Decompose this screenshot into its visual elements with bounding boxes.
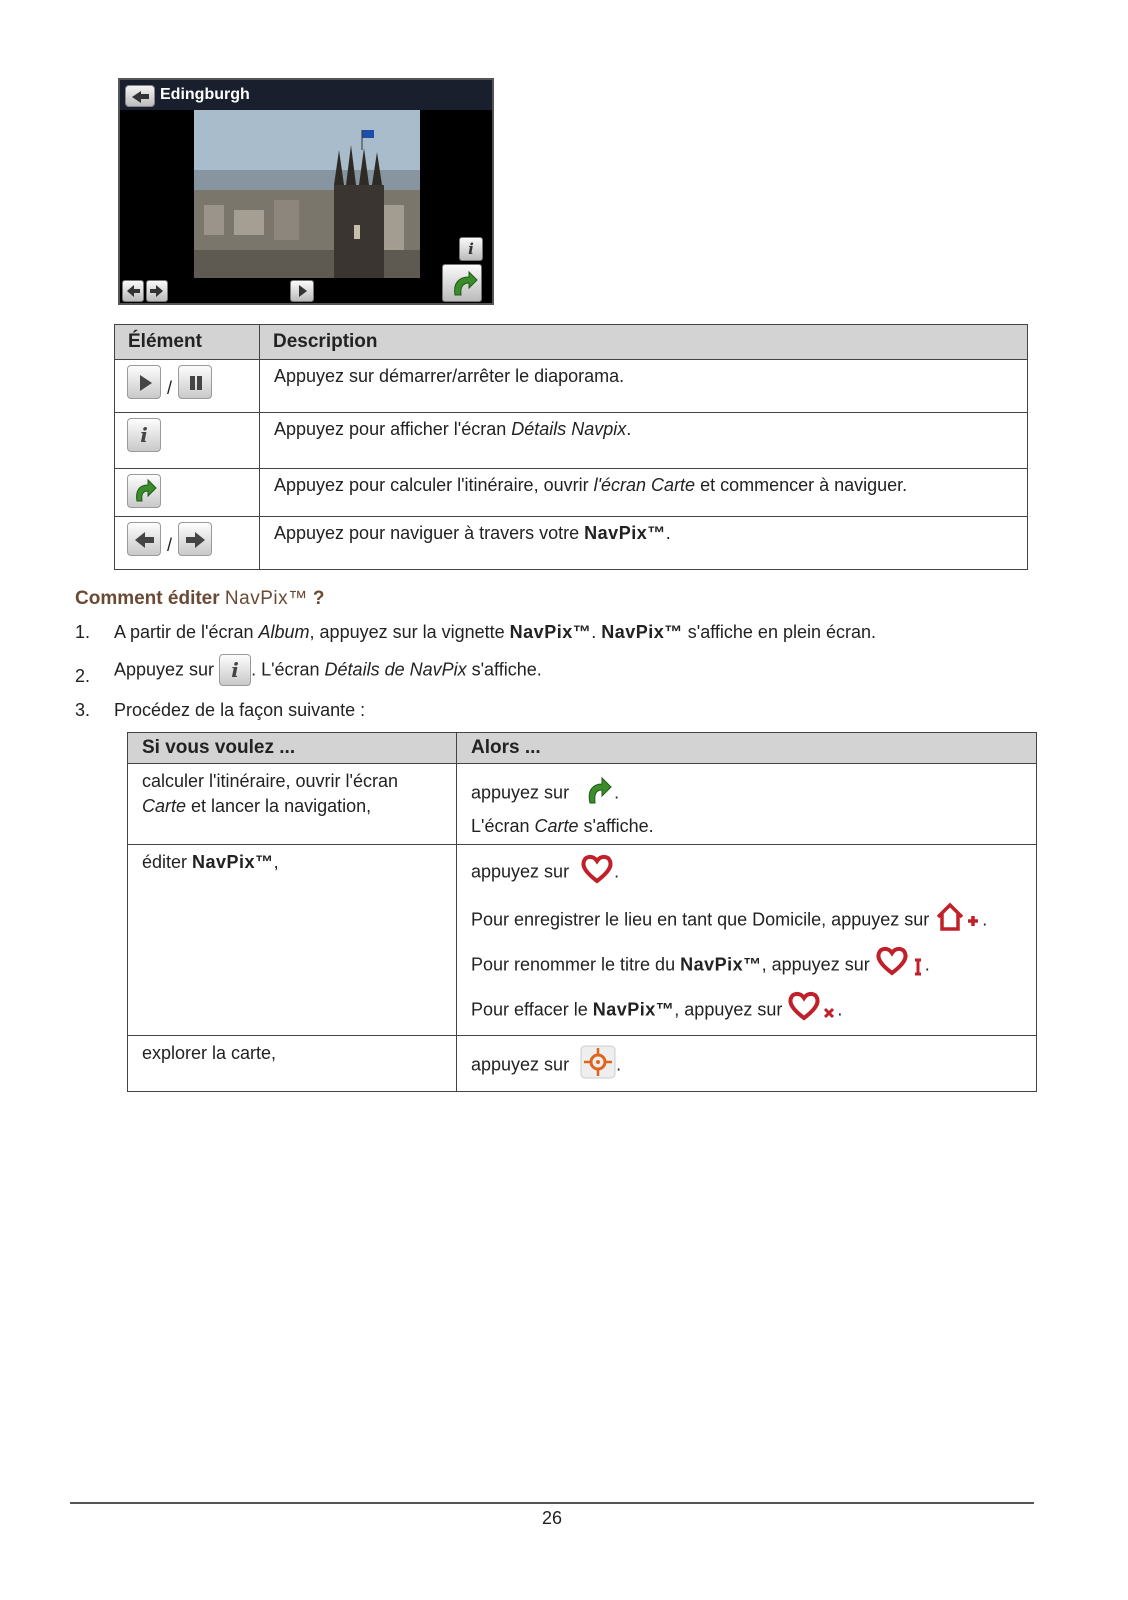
element-description-table (114, 324, 1028, 570)
table-header-row (128, 733, 1037, 764)
device-header (120, 80, 492, 110)
heart-rename-icon (875, 946, 925, 985)
info-icon: i (127, 418, 161, 452)
device-next-button[interactable] (146, 280, 168, 302)
separator: / (167, 378, 173, 398)
footer-divider (70, 1502, 1034, 1504)
navpix-photo (194, 110, 420, 278)
device-go-button[interactable] (442, 264, 482, 302)
heart-delete-icon (787, 991, 837, 1030)
page-number: 26 (541, 1508, 563, 1528)
arrow-right-icon (178, 522, 212, 556)
row-description: Appuyez sur démarrer/arrêter le diaporama. (260, 360, 1028, 413)
info-icon: i (219, 654, 251, 686)
pause-icon (178, 365, 212, 399)
table-row: éditer NavPix™, appuyez sur . Pour enregistrer le lieu en tant que Domicile, appuyez sur . Pour renommer le titre du NavPix™, appuyez sur . Pour effacer le NavPix™, appuyez sur . (128, 845, 1037, 1036)
back-arrow-icon[interactable] (125, 85, 155, 107)
table-row (115, 517, 1028, 570)
table-row (115, 413, 1028, 469)
table-row: calculer l'itinéraire, ouvrir l'écran Carte et lancer la navigation, appuyez sur . L'écran Carte s'affiche. (128, 764, 1037, 845)
table-row: explorer la carte, appuyez sur . (128, 1036, 1037, 1092)
header-if: Si vous voulez ... (128, 733, 457, 764)
separator: / (167, 535, 173, 555)
arrow-left-icon (127, 522, 161, 556)
header-element: Élément (115, 325, 260, 360)
row-description: Appuyez pour calculer l'itinéraire, ouvrir l'écran Carte et commencer à naviguer. (260, 469, 1028, 517)
device-play-button[interactable] (290, 280, 314, 302)
table-header-row (115, 325, 1028, 360)
home-plus-icon (934, 901, 982, 940)
device-title: Edingburgh (160, 86, 250, 103)
play-icon (127, 365, 161, 399)
action-table (127, 732, 1037, 1092)
go-route-icon (127, 474, 161, 508)
device-info-button[interactable]: i (459, 237, 483, 261)
device-screenshot (118, 78, 494, 305)
table-row (115, 469, 1028, 517)
go-route-icon (580, 773, 614, 814)
map-target-icon (580, 1045, 616, 1086)
heart-icon (580, 854, 614, 891)
table-row (115, 360, 1028, 413)
section-heading: Comment éditer NavPix™ ? (75, 588, 325, 609)
header-then: Alors ... (457, 733, 1037, 764)
device-prev-button[interactable] (122, 280, 144, 302)
row-description: Appuyez pour naviguer à travers votre NavPix™. (260, 517, 1028, 570)
header-description: Description (260, 325, 1028, 360)
row-description: Appuyez pour afficher l'écran Détails Navpix. (260, 413, 1028, 469)
